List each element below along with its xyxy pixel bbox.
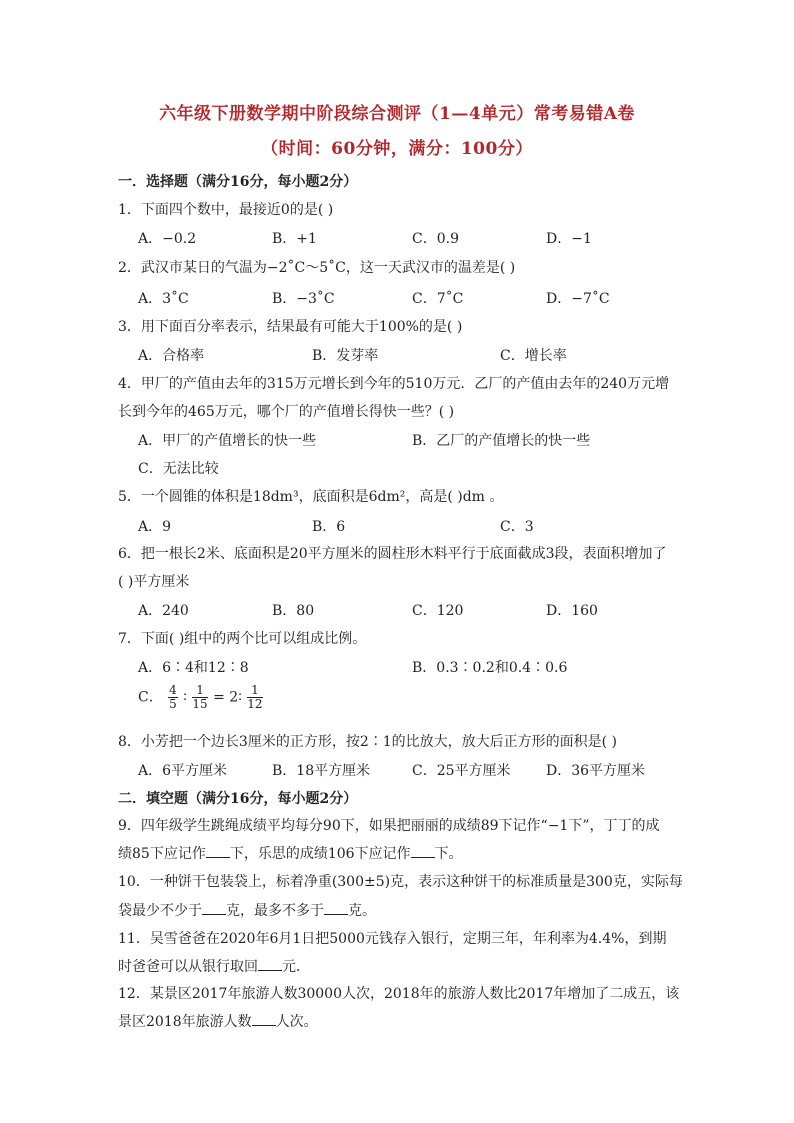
question-10-line-1: 10．一种饼干包装袋上，标着净重(300±5)克，表示这种饼干的标准质量是300克，实际每 <box>118 874 683 890</box>
q8-option-a: A．6平方厘米 <box>138 763 228 779</box>
q2-option-d: D．−7˚C <box>546 291 610 307</box>
q2-option-a: A．3˚C <box>138 291 189 307</box>
section-heading-fill: 二．填空题（满分16分，每小题2分） <box>118 791 358 807</box>
question-2: 2．武汉市某日的气温为−2˚C～5˚C，这一天武汉市的温差是( ) <box>118 260 516 276</box>
question-6-line-2: ( )平方厘米 <box>118 574 190 590</box>
q7-option-c <box>138 684 264 711</box>
q10-text: 袋最少不少于 <box>118 903 202 919</box>
question-12-line-2 <box>118 1011 318 1031</box>
question-4-line-1: 4．甲厂的产值由去年的315万元增长到今年的510万元．乙厂的产值由去年的240万元增 <box>118 376 670 392</box>
q12-text: 景区2018年旅游人数 <box>118 1014 252 1030</box>
page-subtitle: （时间：60分钟，满分：100分） <box>261 139 533 159</box>
q3-option-a: A．合格率 <box>138 348 205 364</box>
fraction-denominator: 15 <box>192 697 208 711</box>
question-11-line-1: 11．吴雪爸爸在2020年6月1日把5000元钱存入银行，定期三年，年利率为4.4%，到期 <box>118 931 667 947</box>
q9-text: 下，乐思的成绩106下应记作 <box>229 846 411 862</box>
question-11-line-2 <box>118 956 310 976</box>
answer-blank[interactable] <box>252 1013 276 1026</box>
question-9-line-2 <box>118 843 463 863</box>
q8-option-d: D．36平方厘米 <box>546 763 646 779</box>
q9-text: 绩85下应记作 <box>118 846 206 862</box>
equals-ratio: = 2∶ <box>213 689 242 706</box>
answer-blank[interactable] <box>258 958 282 971</box>
answer-blank[interactable] <box>411 845 435 858</box>
q6-option-b: B．80 <box>272 603 315 619</box>
fraction-denominator: 5 <box>169 697 177 711</box>
question-5: 5．一个圆锥的体积是18dm³，底面积是6dm²，高是( )dm 。 <box>118 489 504 505</box>
q11-text: 元． <box>282 959 310 975</box>
q8-option-c: C．25平方厘米 <box>412 763 511 779</box>
q4-option-c: C．无法比较 <box>138 461 219 477</box>
question-4-line-2: 长到今年的465万元，哪个厂的产值增长得快一些？( ) <box>118 404 455 420</box>
q4-option-a: A．甲厂的产值增长的快一些 <box>138 433 317 449</box>
answer-blank[interactable] <box>324 902 348 915</box>
fraction-numerator: 1 <box>247 684 262 698</box>
q7-option-b: B．0.3∶0.2和0.4∶0.6 <box>412 660 568 676</box>
question-8: 8．小芳把一个边长3厘米的正方形，按2∶1的比放大，放大后正方形的面积是( ) <box>118 734 618 750</box>
q6-option-d: D．160 <box>546 603 598 619</box>
question-12-line-1: 12．某景区2017年旅游人数30000人次，2018年的旅游人数比2017年增加了二成五，该 <box>118 986 680 1002</box>
question-7: 7．下面( )组中的两个比可以组成比例。 <box>118 631 367 647</box>
q11-text: 时爸爸可以从银行取回 <box>118 959 258 975</box>
q1-option-d: D．−1 <box>546 231 592 247</box>
answer-blank[interactable] <box>202 902 226 915</box>
fraction-4-5 <box>168 684 178 711</box>
page-title: 六年级下册数学期中阶段综合测评（1—4单元）常考易错A卷 <box>159 104 635 124</box>
q2-option-b: B．−3˚C <box>272 291 335 307</box>
q3-option-b: B．发芽率 <box>312 348 379 364</box>
fraction-numerator: 4 <box>169 683 177 697</box>
q1-option-b: B．+1 <box>272 231 317 247</box>
fraction-1-15 <box>192 684 207 711</box>
question-6-line-1: 6．把一根长2米、底面积是20平方厘米的圆柱形木料平行于底面截成3段，表面积增加了 <box>118 546 667 562</box>
q12-text: 人次。 <box>275 1014 318 1030</box>
fraction-1-12 <box>247 684 262 711</box>
q5-option-a: A．9 <box>138 519 172 535</box>
question-9-line-1: 9．四年级学生跳绳成绩平均每分90下，如果把丽丽的成绩89下记作“−1下”，丁丁的成 <box>118 818 660 834</box>
q10-text: 克，最多不多于 <box>226 903 324 919</box>
q5-option-c: C．3 <box>500 519 534 535</box>
fraction-denominator: 12 <box>247 697 263 711</box>
q10-text: 克。 <box>348 903 376 919</box>
q4-option-b: B．乙厂的产值增长的快一些 <box>412 433 591 449</box>
q7-option-a: A．6∶4和12∶8 <box>138 660 249 676</box>
ratio-colon: ∶ <box>183 689 187 706</box>
q1-option-c: C．0.9 <box>412 231 459 247</box>
question-1: 1．下面四个数中，最接近0的是( ) <box>118 202 334 218</box>
section-heading-choice: 一．选择题（满分16分，每小题2分） <box>118 174 358 190</box>
q6-option-a: A．240 <box>138 603 189 619</box>
q2-option-c: C．7˚C <box>412 291 464 307</box>
fraction-numerator: 1 <box>192 684 207 698</box>
q3-option-c: C．增长率 <box>500 348 567 364</box>
q9-text: 下。 <box>434 846 463 862</box>
question-10-line-2 <box>118 900 376 920</box>
q8-option-b: B．18平方厘米 <box>272 763 371 779</box>
answer-blank[interactable] <box>206 845 230 858</box>
q5-option-b: B．6 <box>312 519 346 535</box>
q7-option-c-label: C． <box>138 689 163 706</box>
q1-option-a: A．−0.2 <box>138 231 197 247</box>
q6-option-c: C．120 <box>412 603 464 619</box>
question-3: 3．用下面百分率表示，结果最有可能大于100%的是( ) <box>118 319 463 335</box>
